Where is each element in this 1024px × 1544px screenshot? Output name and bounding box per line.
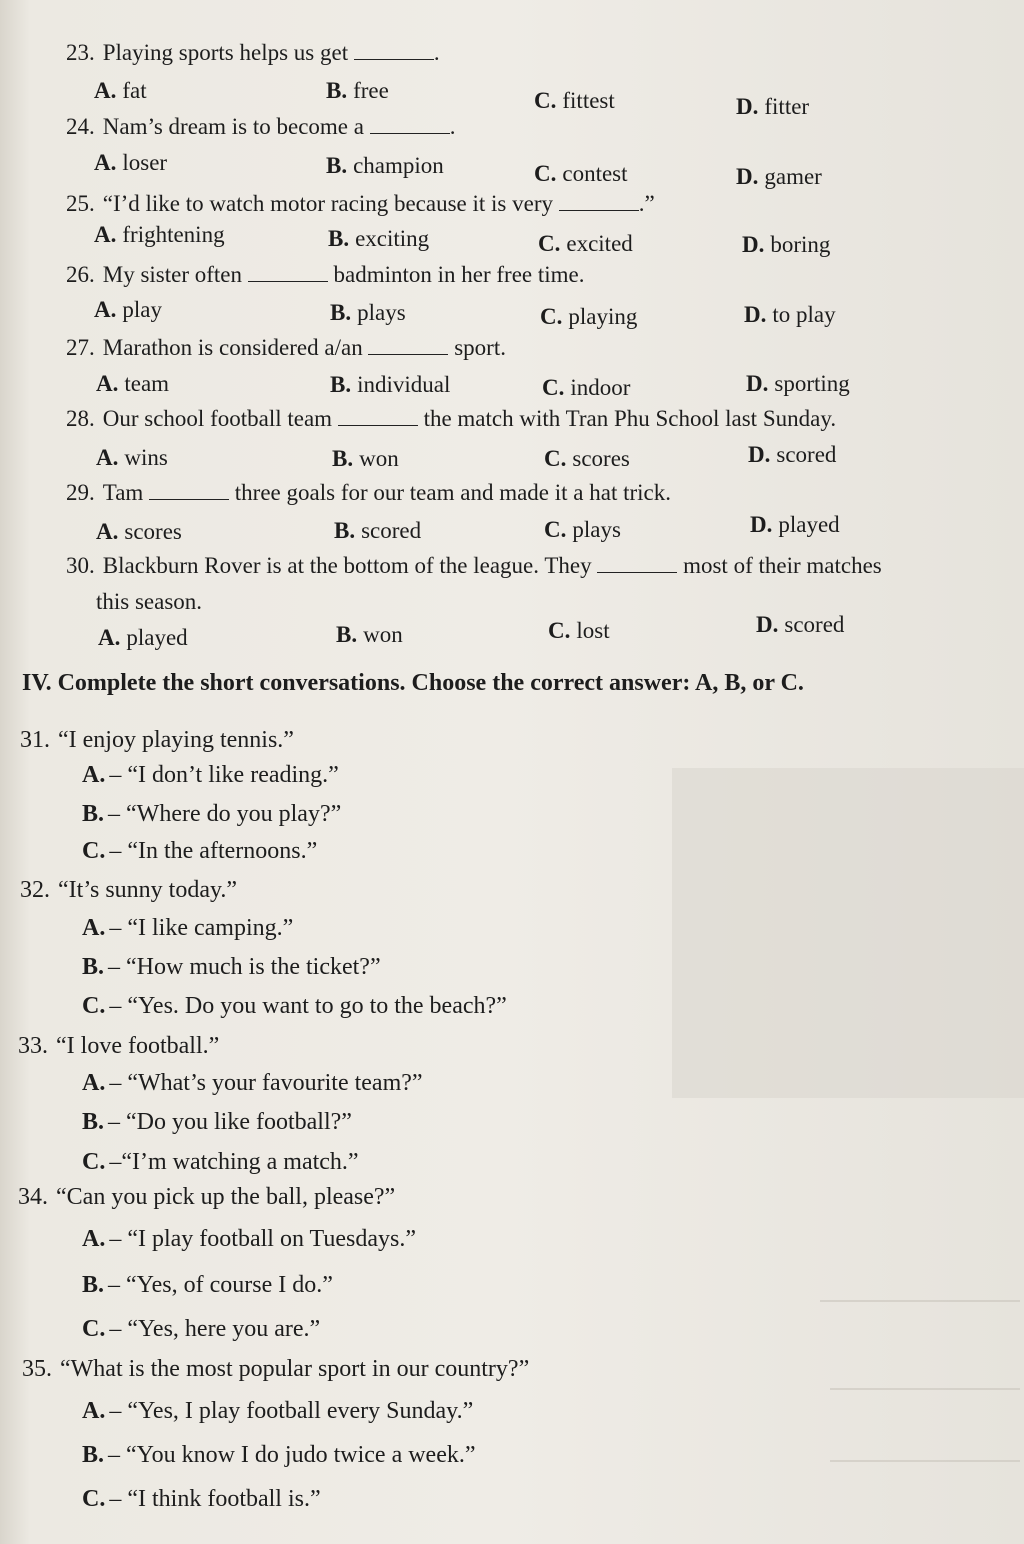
answer-c: C. – “Yes, here you are.” — [82, 1316, 321, 1342]
option-d: D. played — [750, 512, 840, 537]
option-a: A. frightening — [94, 222, 225, 247]
option-b: B. won — [332, 446, 399, 471]
bleed-through-line — [820, 1300, 1020, 1302]
answer-c: C. – “In the afternoons.” — [82, 838, 318, 864]
option-a: A. wins — [96, 445, 168, 470]
answer-blank — [370, 115, 450, 134]
option-b: B. exciting — [328, 226, 430, 251]
conversation-prompt: 31. “I enjoy playing tennis.” — [20, 727, 294, 753]
bleed-through-photo — [672, 768, 1024, 1098]
answer-a: A. – “I don’t like reading.” — [82, 762, 339, 788]
question-stem-continued: this season. — [96, 589, 203, 614]
bleed-through-line — [830, 1388, 1020, 1390]
answer-blank — [597, 554, 677, 573]
option-b: B. plays — [330, 300, 406, 325]
option-c: C. excited — [538, 231, 633, 256]
option-d: D. gamer — [736, 164, 822, 189]
conversation-prompt: 34. “Can you pick up the ball, please?” — [18, 1184, 396, 1210]
answer-blank — [354, 41, 434, 60]
answer-b: B. – “Do you like football?” — [82, 1109, 352, 1135]
option-c: C. plays — [544, 517, 621, 542]
option-c: C. lost — [548, 618, 610, 643]
option-c: C. contest — [534, 161, 628, 186]
question-stem: 26. My sister often badminton in her free time. — [66, 262, 585, 287]
option-b: B. champion — [326, 153, 444, 178]
answer-c: C. – “Yes. Do you want to go to the beach?” — [82, 993, 507, 1019]
option-d: D. scored — [756, 612, 845, 637]
option-d: D. scored — [748, 442, 837, 467]
answer-b: B. – “How much is the ticket?” — [82, 954, 381, 980]
answer-a: A. – “Yes, I play football every Sunday.” — [82, 1398, 474, 1424]
conversation-prompt: 33. “I love football.” — [18, 1033, 220, 1059]
option-a: A. played — [98, 625, 188, 650]
answer-c: C. –“I’m watching a match.” — [82, 1149, 359, 1175]
question-stem: 27. Marathon is considered a/an sport. — [66, 335, 506, 360]
option-d: D. sporting — [746, 371, 850, 396]
option-a: A. fat — [94, 78, 147, 103]
answer-a: A. – “What’s your favourite team?” — [82, 1070, 423, 1096]
option-c: C. scores — [544, 446, 630, 471]
answer-b: B. – “Where do you play?” — [82, 801, 342, 827]
answer-b: B. – “You know I do judo twice a week.” — [82, 1442, 476, 1468]
answer-blank — [248, 263, 328, 282]
answer-blank — [149, 481, 229, 500]
conversation-prompt: 32. “It’s sunny today.” — [20, 877, 238, 903]
question-stem: 28. Our school football team the match with Tran Phu School last Sunday. — [66, 406, 837, 431]
answer-blank — [559, 192, 639, 211]
section-heading: IV. Complete the short conversations. Choose the correct answer: A, B, or C. — [22, 670, 804, 696]
option-d: D. fitter — [736, 94, 810, 119]
option-a: A. scores — [96, 519, 182, 544]
question-stem: 23. Playing sports helps us get . — [66, 40, 440, 65]
question-stem: 24. Nam’s dream is to become a . — [66, 114, 456, 139]
option-a: A. loser — [94, 150, 168, 175]
answer-a: A. – “I like camping.” — [82, 915, 294, 941]
option-b: B. scored — [334, 518, 422, 543]
answer-a: A. – “I play football on Tuesdays.” — [82, 1226, 416, 1252]
option-b: B. free — [326, 78, 389, 103]
option-d: D. boring — [742, 232, 831, 257]
option-d: D. to play — [744, 302, 836, 327]
conversation-prompt: 35. “What is the most popular sport in our country?” — [22, 1356, 530, 1382]
option-c: C. playing — [540, 304, 638, 329]
answer-c: C. – “I think football is.” — [82, 1486, 321, 1512]
option-c: C. indoor — [542, 375, 631, 400]
bleed-through-line — [830, 1460, 1020, 1462]
question-stem: 29. Tam three goals for our team and made it a hat trick. — [66, 480, 671, 505]
option-b: B. won — [336, 622, 403, 647]
option-a: A. play — [94, 297, 162, 322]
answer-blank — [338, 407, 418, 426]
option-c: C. fittest — [534, 88, 615, 113]
question-stem: 30. Blackburn Rover is at the bottom of the league. They most of their matches — [66, 553, 882, 578]
answer-blank — [368, 336, 448, 355]
question-stem: 25. “I’d like to watch motor racing because it is very .” — [66, 191, 655, 216]
option-b: B. individual — [330, 372, 451, 397]
answer-b: B. – “Yes, of course I do.” — [82, 1272, 333, 1298]
option-a: A. team — [96, 371, 170, 396]
